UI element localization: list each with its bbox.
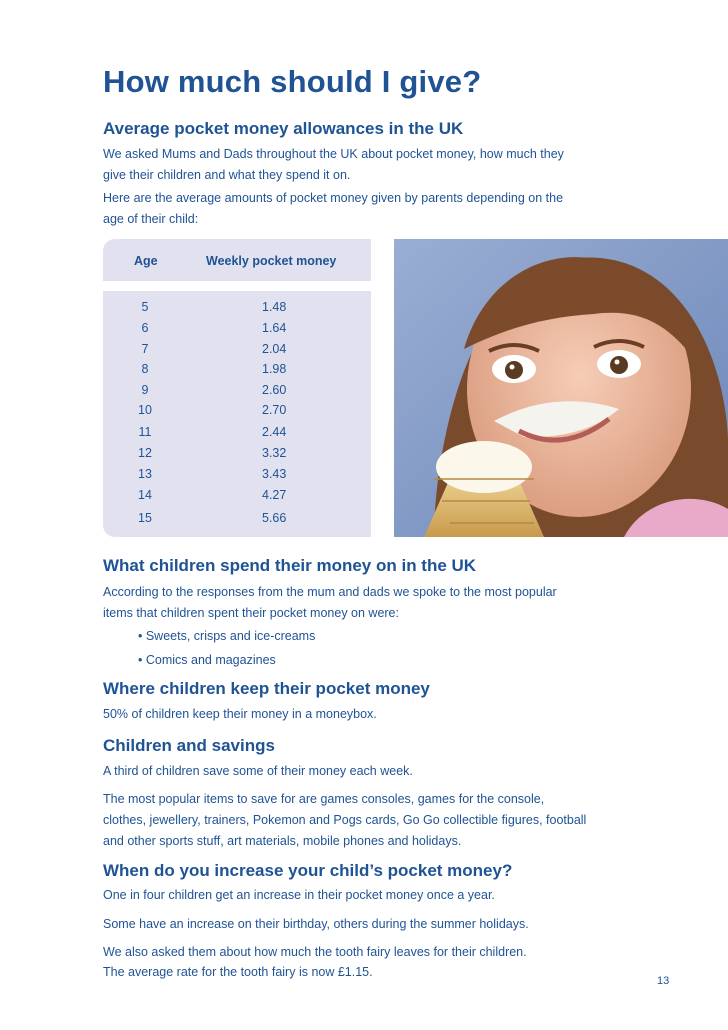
age-cell: 12	[138, 446, 152, 460]
age-cell: 13	[138, 467, 152, 481]
section-heading-increase: When do you increase your child’s pocket money?	[103, 861, 513, 880]
age-cell: 14	[138, 488, 152, 502]
table-row	[103, 467, 371, 487]
allowances-intro-line1: We asked Mums and Dads throughout the UK about pocket money, how much they	[103, 147, 564, 161]
section-heading-savings: Children and savings	[103, 736, 275, 755]
money-cell: 5.66	[262, 511, 287, 525]
table-row	[103, 425, 371, 445]
age-cell: 5	[141, 300, 149, 314]
money-cell: 3.43	[262, 467, 287, 481]
allowances-desc-line1: Here are the average amounts of pocket money given by parents depending on the	[103, 191, 564, 205]
table-row	[103, 446, 371, 466]
page-title: How much should I give?	[103, 64, 482, 99]
age-cell: 7	[141, 342, 149, 356]
section-heading-spending: What children spend their money on in the UK	[103, 556, 477, 575]
age-cell: 11	[138, 425, 152, 439]
child-eating-ice-cream-photo	[394, 239, 728, 537]
pocket-money-table-header	[103, 239, 371, 281]
savings-text-1: A third of children save some of their money each week.	[103, 764, 413, 778]
table-row	[103, 403, 371, 423]
money-cell: 2.44	[262, 425, 287, 439]
money-cell: 2.04	[262, 342, 287, 356]
column-header-age: Age	[134, 254, 158, 268]
money-cell: 4.27	[262, 488, 287, 502]
allowances-intro-line2: give their children and what they spend it on.	[103, 168, 351, 182]
age-cell: 10	[138, 403, 152, 417]
list-item: • Sweets, crisps and ice-creams	[138, 629, 316, 643]
spending-intro-line2: items that children spent their pocket money on were:	[103, 606, 399, 620]
money-cell: 2.70	[262, 403, 287, 417]
table-row	[103, 488, 371, 508]
age-cell: 15	[138, 511, 152, 525]
money-cell: 1.98	[262, 362, 287, 376]
section-heading-allowances: Average pocket money allowances in the UK	[103, 119, 464, 138]
age-cell: 6	[141, 321, 149, 335]
column-header-weekly-pocket-money: Weekly pocket money	[206, 254, 337, 268]
table-row	[103, 321, 371, 341]
money-cell: 1.48	[262, 300, 287, 314]
table-row	[103, 383, 371, 403]
table-row	[103, 511, 371, 531]
section-heading-keeping: Where children keep their pocket money	[103, 679, 430, 698]
money-cell: 2.60	[262, 383, 287, 397]
savings-text-2-line1: The most popular items to save for are games consoles, games for the console,	[103, 792, 545, 806]
table-row	[103, 300, 371, 320]
tooth-fairy-line1: We also asked them about how much the tooth fairy leaves for their children.	[103, 945, 527, 959]
allowances-desc-line2: age of their child:	[103, 212, 199, 226]
list-item: • Comics and magazines	[138, 653, 276, 667]
increase-text-1: One in four children get an increase in their pocket money once a year.	[103, 888, 495, 902]
table-row	[103, 362, 371, 382]
increase-text-2: Some have an increase on their birthday, others during the summer holidays.	[103, 917, 529, 931]
age-cell: 8	[141, 362, 149, 376]
money-cell: 3.32	[262, 446, 287, 460]
keeping-text: 50% of children keep their money in a moneybox.	[103, 707, 377, 721]
savings-text-2-line2: clothes, jewellery, trainers, Pokemon and Pogs cards, Go Go collectible figures, football	[103, 813, 587, 827]
spending-intro-line1: According to the responses from the mum and dads we spoke to the most popular	[103, 585, 557, 599]
page-number: 13	[657, 975, 670, 987]
money-cell: 1.64	[262, 321, 287, 335]
savings-text-2-line3: and other sports stuff, art materials, mobile phones and holidays.	[103, 834, 462, 848]
table-row	[103, 342, 371, 362]
tooth-fairy-line2: The average rate for the tooth fairy is now £1.15.	[103, 965, 373, 979]
pocket-money-table-body	[103, 291, 371, 537]
photo-illustration	[394, 239, 728, 537]
age-cell: 9	[141, 383, 149, 397]
